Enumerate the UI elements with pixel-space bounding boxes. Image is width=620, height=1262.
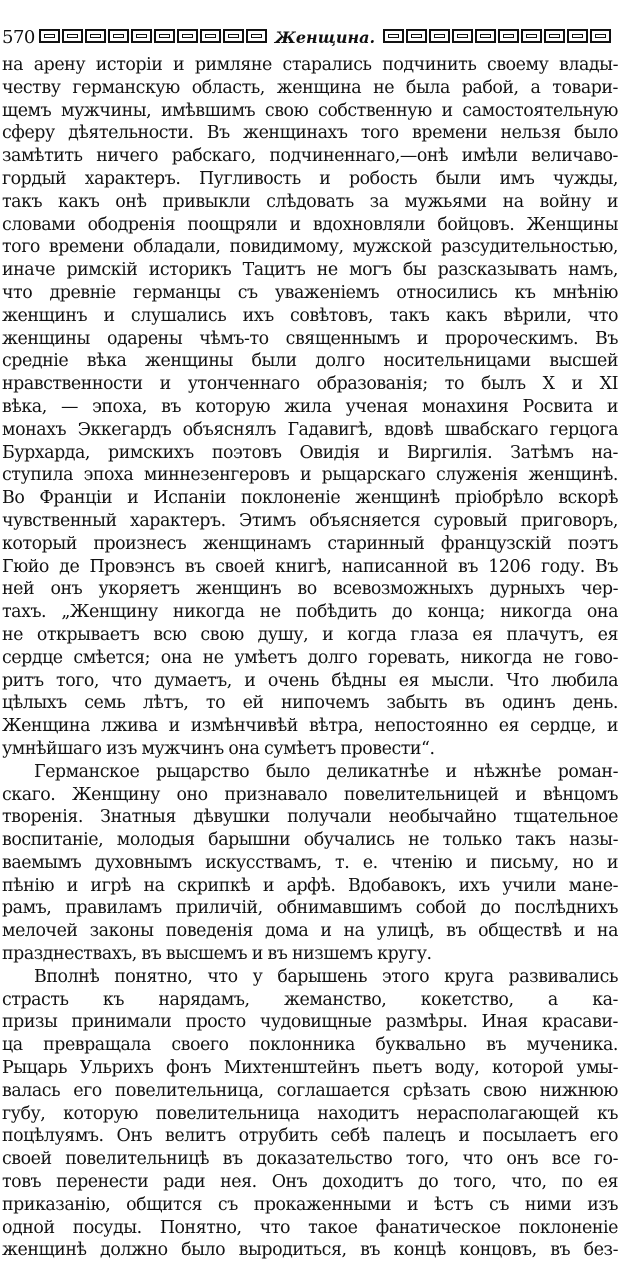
text-line: цѣлыхъ семь лѣтъ, то ей нипочемъ забыть въ одинъ день. bbox=[2, 693, 618, 714]
text-line: честву германскую область, женщина не была рабой, а товари- bbox=[2, 77, 618, 98]
text-line: празднествахъ, въ высшемъ и въ низшемъ кругу. bbox=[2, 944, 432, 965]
text-line: Бурхарда, римскихъ поэтовъ Овидія и Виргилія. Затѣмъ на- bbox=[2, 442, 618, 463]
text-line: женщинъ и слушались ихъ совѣтовъ, такъ какъ вѣрили, что bbox=[2, 305, 618, 326]
text-line: одной посуды. Понятно, что такое фанатическое поклоненіе bbox=[2, 1217, 618, 1238]
header-ornament-right bbox=[383, 29, 611, 45]
text-line: мелочей законы поведенія дома и на улицѣ, въ обществѣ и на bbox=[2, 921, 618, 942]
text-line: женщины одарены чѣмъ-то священнымъ и пророческимъ. Въ bbox=[2, 328, 618, 349]
text-line: ней онъ укоряетъ женщинъ во всевозможныхъ дурныхъ чер- bbox=[2, 579, 618, 600]
text-line: умнѣйшаго изъ мужчинъ она сумѣетъ провести“. bbox=[2, 738, 435, 759]
text-line: замѣтить ничего рабскаго, подчиненнаго,—онѣ имѣли величаво- bbox=[2, 146, 618, 167]
text-line: щемъ мужчины, имѣвшимъ свою собственную и самостоятельную bbox=[2, 100, 618, 121]
text-line: монахъ Эккегардъ объяснялъ Гадавигѣ, вдовѣ швабскаго герцога bbox=[2, 419, 618, 440]
text-line: иначе римскій историкъ Тацитъ не могъ бы разсказывать намъ, bbox=[2, 260, 618, 281]
text-line: нравственности и утонченнаго образованія; то былъ X и XI bbox=[2, 374, 618, 395]
text-line: губу, которую повелительница находитъ нерасполагающей къ bbox=[2, 1103, 618, 1124]
text-line: Во Франціи и Испаніи поклоненіе женщинѣ пріобрѣло вскорѣ bbox=[2, 488, 618, 509]
text-line: сердце смѣется; она не умѣетъ долго горевать, никогда не гово- bbox=[2, 647, 618, 668]
text-line: товъ перенести ради нея. Онъ доходитъ до того, что, по ея bbox=[2, 1172, 618, 1193]
text-line: пѣнію и игрѣ на скрипкѣ и арфѣ. Вдобавокъ, ихъ учили мане- bbox=[2, 875, 618, 896]
text-line: что древніе германцы съ уваженіемъ относились къ мнѣнію bbox=[2, 282, 618, 303]
text-line: ступила эпоха миннезенгеровъ и рыцарскаго служенія женщинѣ. bbox=[2, 465, 618, 486]
text-line: гордый характеръ. Пугливость и робость были имъ чужды, bbox=[2, 168, 618, 189]
text-line: поцѣлуямъ. Онъ велитъ отрубить себѣ палецъ и посылаетъ его bbox=[2, 1126, 618, 1147]
text-line: такъ какъ онѣ привыкли слѣдовать за мужьями на войну и bbox=[2, 191, 618, 212]
page-number: 570 bbox=[2, 26, 35, 48]
text-line: средніе вѣка женщины были долго носительницами высшей bbox=[2, 351, 618, 372]
text-line: вѣка, — эпоха, въ которую жила ученая монахиня Росвита и bbox=[2, 396, 618, 417]
text-line: который произнесъ женщинамъ старинный французскій поэтъ bbox=[2, 533, 618, 554]
text-line: ваемымъ духовнымъ искусствамъ, т. е. чтенію и письму, но и bbox=[2, 852, 618, 873]
text-line: воспитаніе, молодыя барышни обучались не только такъ назы- bbox=[2, 830, 618, 851]
text-line: тахъ. „Женщину никогда не побѣдить до конца; никогда она bbox=[2, 602, 618, 623]
text-line: женщинѣ должно было выродиться, въ концѣ концовъ, въ без- bbox=[2, 1240, 618, 1261]
body-text bbox=[2, 54, 618, 1262]
text-line: Гюйо де Провэнсъ въ своей книгѣ, написанной въ 1206 году. Въ bbox=[2, 556, 618, 577]
text-line: Германское рыцарство было деликатнѣе и нѣжнѣе роман- bbox=[34, 761, 618, 782]
text-line: Рыцарь Ульрихъ фонъ Михтенштейнъ пьетъ воду, которой умы- bbox=[2, 1058, 618, 1079]
text-line: ца превращала своего поклонника буквально въ мученика. bbox=[2, 1035, 618, 1056]
header-ornament-left bbox=[39, 29, 267, 45]
page-header bbox=[2, 22, 618, 52]
text-line: ритъ того, что думаетъ, и очень бѣдны ея мысли. Что любила bbox=[2, 670, 618, 691]
text-line: чувственный характеръ. Этимъ объясняется суровый приговоръ, bbox=[2, 510, 618, 531]
text-line: сферу дѣятельности. Въ женщинахъ того времени нельзя было bbox=[2, 123, 618, 144]
text-line: не открываетъ всю свою душу, и когда глаза ея плачутъ, ея bbox=[2, 624, 618, 645]
text-line: приказанію, общится съ прокаженными и ѣстъ съ ними изъ bbox=[2, 1194, 618, 1215]
text-line: рамъ, правиламъ приличій, обнимавшимъ собой до послѣднихъ bbox=[2, 898, 618, 919]
text-line: своей повелительницѣ въ доказательство того, что онъ все го- bbox=[2, 1149, 618, 1170]
text-line: скаго. Женщину оно признавало повелительницей и вѣнцомъ bbox=[2, 784, 618, 805]
text-line: призы принимали просто чудовищные размѣры. Иная красави- bbox=[2, 1012, 618, 1033]
running-title: Женщина. bbox=[274, 27, 376, 47]
text-line: словами ободренія поощряли и вдохновляли бойцовъ. Женщины bbox=[2, 214, 618, 235]
text-line: творенія. Знатныя дѣвушки получали необычайно тщательное bbox=[2, 807, 618, 828]
text-line: Женщина лжива и измѣнчивѣй вѣтра, непостоянно ея сердце, и bbox=[2, 716, 618, 737]
text-line: того времени обладали, повидимому, мужской разсудительностью, bbox=[2, 237, 618, 258]
text-line: Вполнѣ понятно, что у барышень этого круга развивались bbox=[34, 966, 618, 987]
text-line: валась его повелительница, соглашается срѣзать свою нижнюю bbox=[2, 1080, 618, 1101]
text-line: страсть къ нарядамъ, жеманство, кокетство, а ка- bbox=[2, 989, 618, 1010]
text-line: на арену исторіи и римляне старались подчинить своему влады- bbox=[2, 55, 618, 75]
